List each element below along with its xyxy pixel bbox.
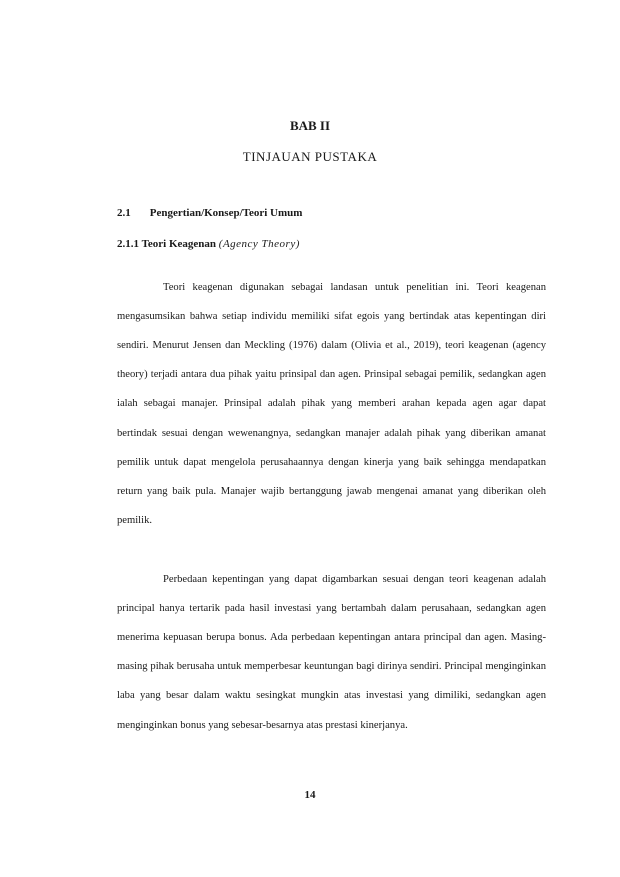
section-number: 2.1: [117, 207, 131, 219]
paragraph-2: Perbedaan kepentingan yang dapat digambarkan sesuai dengan teori keagenan adalah principal hanya tertarik pada hasil investasi yang bertambah dalam perusahaan, sedangkan agen menerima kepuasan berupa bonus. Ada perbedaan kepentingan antara principal dan agen. Masing-masing pihak berusaha untuk memperbesar keuntungan bagi dirinya sendiri. Principal menginginkan laba yang besar dalam waktu sesingkat mungkin atas investasi yang dimiliki, sedangkan agen menginginkan bonus yang sebesar-besarnya atas prestasi kinerjanya.: [117, 573, 546, 731]
subsection-title-italic: (Agency Theory): [218, 238, 300, 250]
chapter-title: TINJAUAN PUSTAKA: [242, 149, 378, 164]
chapter-heading: BAB II: [289, 118, 331, 133]
section-heading: [117, 207, 302, 219]
subsection-number: 2.1.1: [117, 238, 139, 250]
subsection-heading: [117, 238, 300, 250]
page-number: 14: [304, 789, 316, 801]
paragraph-1: Teori keagenan digunakan sebagai landasan untuk penelitian ini. Teori keagenan mengasumsikan bahwa setiap individu memiliki sifat egois yang bertindak atas kepentingan diri sendiri. Menurut Jensen dan Meckling (1976) dalam (Olivia et al., 2019), teori keagenan (agency theory) terjadi antara dua pihak yaitu prinsipal dan agen. Prinsipal sebagai pemilik, sedangkan agen ialah sebagai manajer. Prinsipal adalah pihak yang memberi arahan kepada agen agar dapat bertindak sesuai dengan wewenangnya, sedangkan manajer adalah pihak yang diberikan amanat pemilik untuk dapat mengelola perusahaannya dengan kinerja yang baik sehingga mendapatkan return yang baik pula. Manajer wajib bertanggung jawab mengenai amanat yang diberikan oleh pemilik.: [117, 281, 546, 527]
section-title: Pengertian/Konsep/Teori Umum: [149, 207, 303, 219]
subsection-title: Teori Keagenan: [141, 238, 217, 250]
